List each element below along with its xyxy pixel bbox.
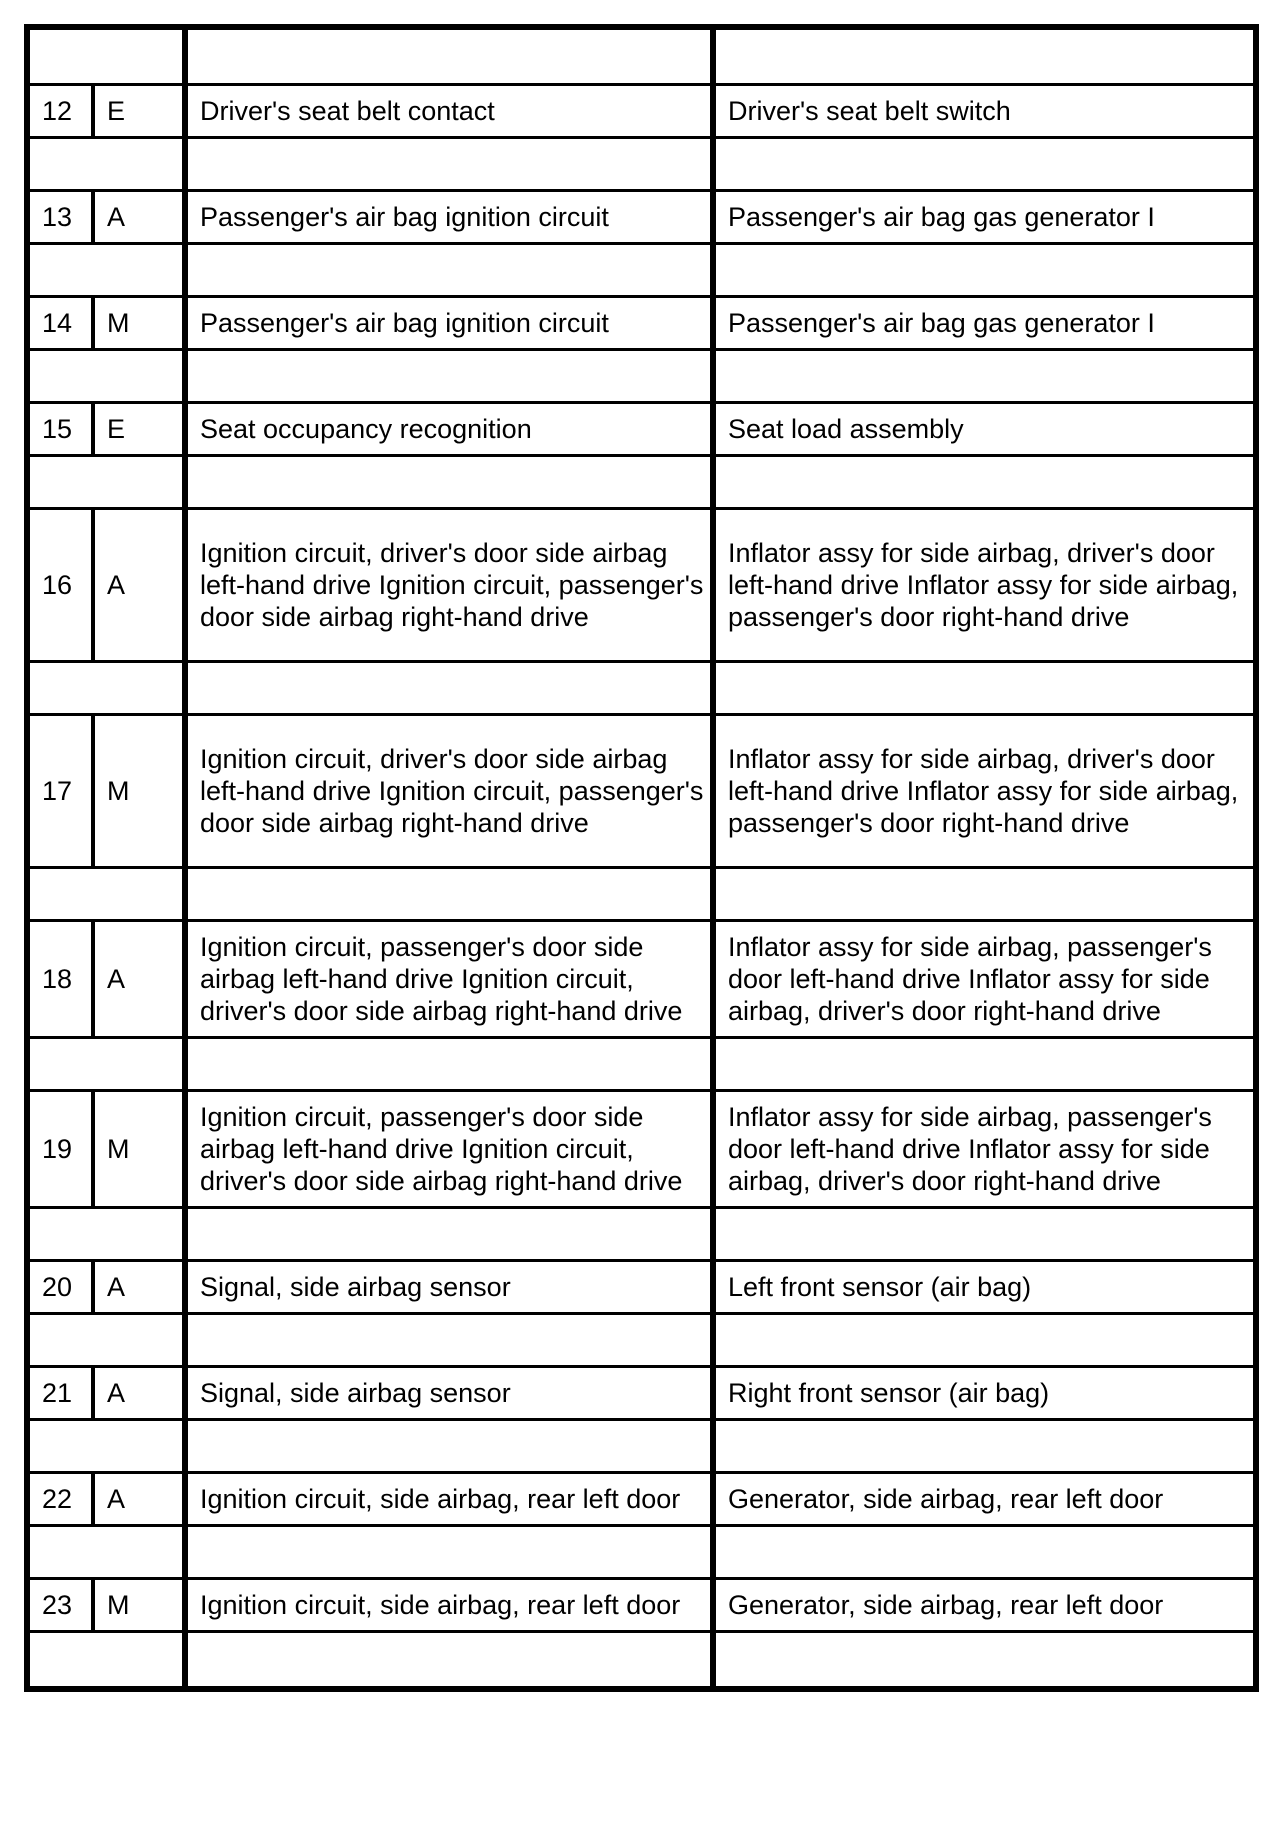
table-row — [27, 509, 1256, 662]
spacer-row — [27, 1632, 1256, 1690]
table-row — [27, 85, 1256, 138]
pin-component: Passenger's air bag gas generator I — [713, 191, 1256, 244]
pin-number: 13 — [27, 191, 93, 244]
spacer-row — [27, 350, 1256, 403]
pin-component: Left front sensor (air bag) — [713, 1261, 1256, 1314]
pin-code: A — [93, 191, 185, 244]
table-row — [27, 1091, 1256, 1208]
pin-number: 14 — [27, 297, 93, 350]
table-row — [27, 1367, 1256, 1420]
pin-function: Passenger's air bag ignition circuit — [185, 191, 713, 244]
pin-component: Generator, side airbag, rear left door — [713, 1473, 1256, 1526]
pin-component: Seat load assembly — [713, 403, 1256, 456]
pin-code: A — [93, 1473, 185, 1526]
pin-function: Passenger's air bag ignition circuit — [185, 297, 713, 350]
pin-code: M — [93, 1091, 185, 1208]
table-row — [27, 191, 1256, 244]
table-row — [27, 1261, 1256, 1314]
pin-number: 12 — [27, 85, 93, 138]
spacer-row — [27, 1038, 1256, 1091]
pin-code: M — [93, 297, 185, 350]
spacer-row — [27, 1420, 1256, 1473]
pin-code: M — [93, 715, 185, 868]
pin-component: Inflator assy for side airbag, passenger's door left-hand drive Inflator assy for side airbag, driver's door right-hand drive — [713, 1091, 1256, 1208]
pin-function: Ignition circuit, passenger's door side airbag left-hand drive Ignition circuit, driver's door side airbag right-hand drive — [185, 1091, 713, 1208]
pin-code: A — [93, 509, 185, 662]
pin-number: 16 — [27, 509, 93, 662]
pin-function: Ignition circuit, driver's door side airbag left-hand drive Ignition circuit, passenger's door side airbag right-hand drive — [185, 509, 713, 662]
pin-function: Signal, side airbag sensor — [185, 1261, 713, 1314]
spacer-row — [27, 244, 1256, 297]
pin-component: Inflator assy for side airbag, passenger's door left-hand drive Inflator assy for side airbag, driver's door right-hand drive — [713, 921, 1256, 1038]
pin-number: 15 — [27, 403, 93, 456]
pin-component: Generator, side airbag, rear left door — [713, 1579, 1256, 1632]
pin-number: 22 — [27, 1473, 93, 1526]
pin-number: 17 — [27, 715, 93, 868]
pin-code: E — [93, 85, 185, 138]
pin-number: 23 — [27, 1579, 93, 1632]
pin-code: A — [93, 1261, 185, 1314]
table-row — [27, 921, 1256, 1038]
pin-component: Passenger's air bag gas generator I — [713, 297, 1256, 350]
pin-component: Inflator assy for side airbag, driver's door left-hand drive Inflator assy for side airbag, passenger's door right-hand drive — [713, 715, 1256, 868]
spacer-row — [27, 1314, 1256, 1367]
pin-component: Right front sensor (air bag) — [713, 1367, 1256, 1420]
table-row — [27, 403, 1256, 456]
pin-number: 18 — [27, 921, 93, 1038]
spacer-row — [27, 662, 1256, 715]
table-row — [27, 1473, 1256, 1526]
table-row — [27, 297, 1256, 350]
spacer-row — [27, 868, 1256, 921]
table-row — [27, 1579, 1256, 1632]
spacer-row — [27, 1208, 1256, 1261]
spacer-row — [27, 138, 1256, 191]
pin-code: E — [93, 403, 185, 456]
pin-function: Ignition circuit, driver's door side airbag left-hand drive Ignition circuit, passenger's door side airbag right-hand drive — [185, 715, 713, 868]
spacer-row — [27, 27, 1256, 85]
spacer-row — [27, 456, 1256, 509]
pin-number: 19 — [27, 1091, 93, 1208]
pin-function: Seat occupancy recognition — [185, 403, 713, 456]
pin-code: A — [93, 1367, 185, 1420]
pin-function: Ignition circuit, side airbag, rear left door — [185, 1579, 713, 1632]
pin-function: Signal, side airbag sensor — [185, 1367, 713, 1420]
pin-function: Ignition circuit, passenger's door side airbag left-hand drive Ignition circuit, driver's door side airbag right-hand drive — [185, 921, 713, 1038]
pin-code: M — [93, 1579, 185, 1632]
pin-function: Ignition circuit, side airbag, rear left door — [185, 1473, 713, 1526]
pin-number: 21 — [27, 1367, 93, 1420]
pin-function: Driver's seat belt contact — [185, 85, 713, 138]
table-row — [27, 715, 1256, 868]
pin-number: 20 — [27, 1261, 93, 1314]
pin-assignment-table — [24, 24, 1259, 1692]
spacer-row — [27, 1526, 1256, 1579]
pin-component: Inflator assy for side airbag, driver's door left-hand drive Inflator assy for side airbag, passenger's door right-hand drive — [713, 509, 1256, 662]
pin-component: Driver's seat belt switch — [713, 85, 1256, 138]
pin-code: A — [93, 921, 185, 1038]
